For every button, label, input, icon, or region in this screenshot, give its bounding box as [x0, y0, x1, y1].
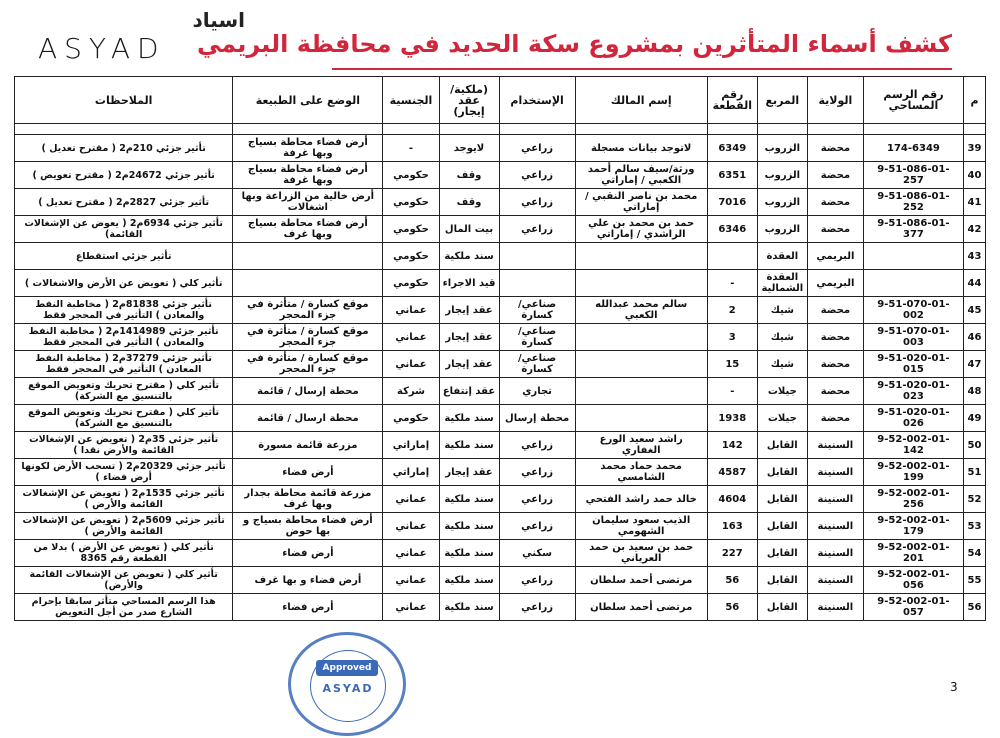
cell-title-type: عقد إيجار — [439, 351, 499, 378]
table-row — [15, 540, 986, 567]
cell-notes: تأثير جزئي 37279م2 ( مخاطبة النفط المعادن ) التأثير في المحجر فقط — [15, 351, 233, 378]
cell-m: 51 — [963, 459, 985, 486]
cell-nationality: إماراتي — [383, 432, 439, 459]
header-notes: الملاحظات — [15, 77, 233, 124]
approved-stamp — [288, 632, 406, 736]
cell-plan: 9-52-002-01-256 — [863, 486, 963, 513]
cell-nationality: حكومي — [383, 162, 439, 189]
cell-usage: زراعي — [499, 594, 575, 621]
cell-usage: زراعي — [499, 513, 575, 540]
cell-plan — [863, 243, 963, 270]
cell-nationality: حكومي — [383, 243, 439, 270]
cell-title-type: سند ملكية — [439, 432, 499, 459]
cell-plot: 4587 — [707, 459, 757, 486]
table-row — [15, 270, 986, 297]
cell-usage — [499, 270, 575, 297]
cell-notes: تأثير جزئي 20329م2 ( تسحب الأرض لكونها أرض فضاء ) — [15, 459, 233, 486]
table-row — [15, 432, 986, 459]
cell-m: 55 — [963, 567, 985, 594]
cell-status: أرض فضاء محاطة بسياج وبها غرفة — [233, 135, 383, 162]
cell-wilayat: السنينة — [807, 459, 863, 486]
cell-usage: زراعي — [499, 486, 575, 513]
cell-block: القابل — [757, 486, 807, 513]
cell-nationality: عماني — [383, 324, 439, 351]
cell-m: 45 — [963, 297, 985, 324]
affected-owners-table — [14, 76, 986, 621]
table-row — [15, 324, 986, 351]
cell-block: القابل — [757, 594, 807, 621]
cell-notes: تأثير كلي ( تعويض عن الأرض والاشغالات ) — [15, 270, 233, 297]
logo-english: ASYAD — [38, 32, 166, 65]
cell-usage: زراعي — [499, 162, 575, 189]
cell-notes: تأثير جزئي 210م2 ( مقترح تعديل ) — [15, 135, 233, 162]
cell-owner: راشد سعيد الورع الغفاري — [575, 432, 707, 459]
cell-wilayat: محضة — [807, 162, 863, 189]
cell-owner: حمد بن محمد بن علي الراشدي / إماراتي — [575, 216, 707, 243]
cell-wilayat: محضة — [807, 297, 863, 324]
table-row — [15, 567, 986, 594]
cell-notes: تأثير جزئي 35م2 ( تعويض عن الإشغالات القائمة والأرض نقدا ) — [15, 432, 233, 459]
cell-plan: 9-51-070-01-003 — [863, 324, 963, 351]
cell-plot: 56 — [707, 567, 757, 594]
cell-plan: 9-52-002-01-056 — [863, 567, 963, 594]
header-nationality: الجنسية — [383, 77, 439, 124]
cell-notes: تأثير جزئي 81838م2 ( مخاطبة النفط والمعادن ) التأثير في المحجر فقط — [15, 297, 233, 324]
cell-m: 42 — [963, 216, 985, 243]
table-header-row — [15, 77, 986, 124]
cell-m: 48 — [963, 378, 985, 405]
table-row — [15, 135, 986, 162]
cell-plot: 56 — [707, 594, 757, 621]
cell-status: أرض فضاء — [233, 459, 383, 486]
cell-wilayat: محضة — [807, 405, 863, 432]
cell-status: موقع كسارة / متأثرة في جزء المحجر — [233, 324, 383, 351]
cell-m: 47 — [963, 351, 985, 378]
cell-m: 44 — [963, 270, 985, 297]
cell-title-type: سند ملكية — [439, 540, 499, 567]
cell-status: محطة إرسال / قائمة — [233, 378, 383, 405]
cell-usage: زراعي — [499, 135, 575, 162]
cell-plan: 174-6349 — [863, 135, 963, 162]
cell-title-type: سند ملكية — [439, 243, 499, 270]
cell-status: أرض فضاء — [233, 540, 383, 567]
cell-title-type: بيت المال — [439, 216, 499, 243]
cell-notes: تأثير كلي ( مقترح تحريك وتعويض الموقع بالتنسيق مع الشركة) — [15, 378, 233, 405]
cell-plot: - — [707, 270, 757, 297]
cell-wilayat: السنينة — [807, 594, 863, 621]
cell-usage — [499, 243, 575, 270]
cell-owner: خالد حمد راشد الفتحي — [575, 486, 707, 513]
table-row — [15, 594, 986, 621]
cell-plot: 6346 — [707, 216, 757, 243]
cell-plan: 9-51-070-01-002 — [863, 297, 963, 324]
cell-plan: 9-51-020-01-023 — [863, 378, 963, 405]
table-row — [15, 243, 986, 270]
cell-title-type: سند ملكية — [439, 513, 499, 540]
cell-nationality: إماراتي — [383, 459, 439, 486]
cell-plot: 6349 — [707, 135, 757, 162]
cell-title-type: عقد إيجار — [439, 297, 499, 324]
cell-block: جيلات — [757, 378, 807, 405]
cell-title-type: سند ملكية — [439, 594, 499, 621]
header-plan: رقم الرسم المساحي — [863, 77, 963, 124]
cell-block: القابل — [757, 432, 807, 459]
cell-notes: تأثير كلي ( تعويض عن الأرض ) بدلا من القطعة رقم 8365 — [15, 540, 233, 567]
cell-status: مزرعة قائمة مسورة — [233, 432, 383, 459]
table-row — [15, 486, 986, 513]
cell-owner — [575, 324, 707, 351]
cell-wilayat: محضة — [807, 324, 863, 351]
cell-block: جيلات — [757, 405, 807, 432]
cell-plan: 9-52-002-01-142 — [863, 432, 963, 459]
cell-block: العقدة الشمالية — [757, 270, 807, 297]
cell-usage: محطة إرسال — [499, 405, 575, 432]
cell-usage: تجاري — [499, 378, 575, 405]
logo-arabic: اسياد — [192, 8, 245, 32]
cell-owner — [575, 243, 707, 270]
cell-m: 41 — [963, 189, 985, 216]
cell-wilayat: محضة — [807, 189, 863, 216]
header-usage: الإستخدام — [499, 77, 575, 124]
cell-owner — [575, 378, 707, 405]
cell-status: مزرعة قائمة محاطة بجدار وبها غرف — [233, 486, 383, 513]
cell-wilayat: السنينة — [807, 432, 863, 459]
cell-usage: زراعي — [499, 459, 575, 486]
cell-block: الزروب — [757, 135, 807, 162]
cell-wilayat: محضة — [807, 135, 863, 162]
stamp-label: Approved — [316, 660, 378, 676]
cell-owner: حمد بن سعيد بن حمد العرياني — [575, 540, 707, 567]
affected-owners-table-container — [14, 76, 986, 621]
cell-block: شيك — [757, 351, 807, 378]
table-row — [15, 459, 986, 486]
cell-block: القابل — [757, 513, 807, 540]
header-owner: إسم المالك — [575, 77, 707, 124]
cell-usage: صناعي/كسارة — [499, 297, 575, 324]
cell-owner: سالم محمد عبدالله الكعبي — [575, 297, 707, 324]
table-row — [15, 297, 986, 324]
cell-nationality: عماني — [383, 486, 439, 513]
cell-title-type: عقد إيجار — [439, 324, 499, 351]
cell-usage: زراعي — [499, 567, 575, 594]
table-row — [15, 513, 986, 540]
cell-m: 40 — [963, 162, 985, 189]
cell-title-type: لايوجد — [439, 135, 499, 162]
cell-m: 49 — [963, 405, 985, 432]
cell-title-type: قيد الاجراء — [439, 270, 499, 297]
cell-status: موقع كسارة / متأثرة في جزء المحجر — [233, 351, 383, 378]
cell-block: الزروب — [757, 162, 807, 189]
cell-owner: ورثة/سيف سالم أحمد الكعبي / إماراتي — [575, 162, 707, 189]
cell-status — [233, 270, 383, 297]
header-status: الوضع على الطبيعة — [233, 77, 383, 124]
cell-status: أرض فضاء محاطة بسياج وبها غرفة — [233, 162, 383, 189]
cell-m: 52 — [963, 486, 985, 513]
cell-block: شيك — [757, 297, 807, 324]
page-number: 3 — [950, 680, 958, 694]
cell-block: الزروب — [757, 189, 807, 216]
stamp-logo: ASYAD — [322, 682, 374, 695]
cell-nationality: عماني — [383, 513, 439, 540]
cell-notes: تأثير جزئي 1414989م2 ( مخاطبة النفط والمعادن ) التأثير في المحجر فقط — [15, 324, 233, 351]
cell-plot: 4604 — [707, 486, 757, 513]
cell-status: أرض فضاء و بها غرف — [233, 567, 383, 594]
cell-owner — [575, 405, 707, 432]
cell-plot — [707, 243, 757, 270]
cell-notes: تأثير كلي ( تعويض عن الإشغالات القائمة والأرض) — [15, 567, 233, 594]
cell-status: أرض فضاء — [233, 594, 383, 621]
cell-owner: مرتضى أحمد سلطان — [575, 594, 707, 621]
cell-m: 53 — [963, 513, 985, 540]
cell-usage: صناعي/كسارة — [499, 324, 575, 351]
cell-plot: 15 — [707, 351, 757, 378]
cell-notes: تأثير جزئي استقطاع — [15, 243, 233, 270]
cell-title-type: سند ملكية — [439, 405, 499, 432]
cell-plan: 9-51-086-01-252 — [863, 189, 963, 216]
table-body — [15, 124, 986, 621]
cell-status: أرض فضاء محاطة بسياج و بها حوض — [233, 513, 383, 540]
header-m: م — [963, 77, 985, 124]
cell-plot: 142 — [707, 432, 757, 459]
header-title-type: (ملكية/عقد إيجار) — [439, 77, 499, 124]
cell-plan: 9-52-002-01-199 — [863, 459, 963, 486]
cell-owner: لاتوجد بيانات مسجلة — [575, 135, 707, 162]
cell-plot: 3 — [707, 324, 757, 351]
cell-notes: تأثير جزئي 2827م2 ( مقترح تعديل ) — [15, 189, 233, 216]
page-title: كشف أسماء المتأثرين بمشروع سكة الحديد في محافظة البريمي — [196, 30, 952, 58]
cell-wilayat: البريمي — [807, 243, 863, 270]
cell-m: 54 — [963, 540, 985, 567]
cell-notes: هذا الرسم المساحي متأثر سابقا بإحرام الشارع صدر من أجل التعويض — [15, 594, 233, 621]
cell-m: 46 — [963, 324, 985, 351]
cell-block: القابل — [757, 540, 807, 567]
cell-plot: 2 — [707, 297, 757, 324]
cell-plot: - — [707, 378, 757, 405]
table-row — [15, 405, 986, 432]
cell-plan: 9-51-086-01-377 — [863, 216, 963, 243]
cell-title-type: عقد إنتفاع — [439, 378, 499, 405]
cell-m: 39 — [963, 135, 985, 162]
cell-wilayat: محضة — [807, 216, 863, 243]
cell-notes: تأثير جزئي 6934م2 ( يعوض عن الإشغالات القائمة) — [15, 216, 233, 243]
cell-owner: محمد حماد محمد الشامسي — [575, 459, 707, 486]
cell-plot: 227 — [707, 540, 757, 567]
cell-plan: 9-51-086-01-257 — [863, 162, 963, 189]
cell-block: العقدة — [757, 243, 807, 270]
cell-wilayat: البريمي — [807, 270, 863, 297]
cell-nationality: عماني — [383, 297, 439, 324]
cell-wilayat: السنينة — [807, 540, 863, 567]
cell-notes: تأثير جزئي 5609م2 ( تعويض عن الإشغالات القائمة والأرض ) — [15, 513, 233, 540]
cell-nationality: عماني — [383, 594, 439, 621]
cell-plan: 9-52-002-01-201 — [863, 540, 963, 567]
cell-block: القابل — [757, 567, 807, 594]
cell-nationality: - — [383, 135, 439, 162]
cell-nationality: عماني — [383, 540, 439, 567]
cell-nationality: عماني — [383, 351, 439, 378]
cell-plot: 7016 — [707, 189, 757, 216]
cell-status: أرض خالية من الزراعة وبها اشغالات — [233, 189, 383, 216]
table-row — [15, 162, 986, 189]
cell-nationality: حكومي — [383, 405, 439, 432]
cell-title-type: وقف — [439, 162, 499, 189]
cell-wilayat: محضة — [807, 378, 863, 405]
cell-plot: 1938 — [707, 405, 757, 432]
cell-usage: زراعي — [499, 432, 575, 459]
cell-status — [233, 243, 383, 270]
cell-block: الزروب — [757, 216, 807, 243]
cell-owner: محمد بن ناصر النقبي / إماراتي — [575, 189, 707, 216]
cell-status: موقع كسارة / متأثرة في جزء المحجر — [233, 297, 383, 324]
title-underline — [332, 68, 952, 70]
cell-wilayat: محضة — [807, 351, 863, 378]
header-wilayat: الولاية — [807, 77, 863, 124]
cell-nationality: حكومي — [383, 216, 439, 243]
cell-notes: تأثير جزئي 24672م2 ( مقترح تعويض ) — [15, 162, 233, 189]
cell-status: أرض فضاء محاطة بسياج وبها غرف — [233, 216, 383, 243]
cell-notes: تأثير جزئي 1535م2 ( تعويض عن الإشغالات القائمة والأرض ) — [15, 486, 233, 513]
cell-plan: 9-52-002-01-179 — [863, 513, 963, 540]
cell-title-type: سند ملكية — [439, 567, 499, 594]
cell-plan: 9-51-020-01-026 — [863, 405, 963, 432]
cell-wilayat: السنينة — [807, 486, 863, 513]
table-row — [15, 378, 986, 405]
cell-nationality: حكومي — [383, 270, 439, 297]
cell-usage: صناعي/كسارة — [499, 351, 575, 378]
cell-title-type: وقف — [439, 189, 499, 216]
cell-m: 56 — [963, 594, 985, 621]
cell-wilayat: السنينة — [807, 567, 863, 594]
cell-title-type: عقد إيجار — [439, 459, 499, 486]
cell-owner: الذيب سعود سليمان الشهومي — [575, 513, 707, 540]
cell-wilayat: السنينة — [807, 513, 863, 540]
cell-m: 50 — [963, 432, 985, 459]
cell-plot: 6351 — [707, 162, 757, 189]
cell-block: القابل — [757, 459, 807, 486]
cell-m: 43 — [963, 243, 985, 270]
cell-status: محطة ارسال / قائمة — [233, 405, 383, 432]
cell-block: شيك — [757, 324, 807, 351]
cell-owner — [575, 270, 707, 297]
cell-owner — [575, 351, 707, 378]
table-row — [15, 351, 986, 378]
header-block: المربع — [757, 77, 807, 124]
table-row — [15, 189, 986, 216]
header-plot: رقم القطعة — [707, 77, 757, 124]
cell-usage: سكني — [499, 540, 575, 567]
cell-title-type: سند ملكية — [439, 486, 499, 513]
cell-nationality: حكومي — [383, 189, 439, 216]
cell-plan — [863, 270, 963, 297]
table-row — [15, 216, 986, 243]
cell-plot: 163 — [707, 513, 757, 540]
cell-notes: تأثير كلي ( مقترح تحريك وتعويض الموقع بالتنسيق مع الشركة) — [15, 405, 233, 432]
cell-plan: 9-52-002-01-057 — [863, 594, 963, 621]
spacer-row — [15, 124, 986, 135]
cell-nationality: عماني — [383, 567, 439, 594]
cell-nationality: شركة — [383, 378, 439, 405]
cell-plan: 9-51-020-01-015 — [863, 351, 963, 378]
cell-usage: زراعي — [499, 189, 575, 216]
cell-usage: زراعي — [499, 216, 575, 243]
cell-owner: مرتضى أحمد سلطان — [575, 567, 707, 594]
